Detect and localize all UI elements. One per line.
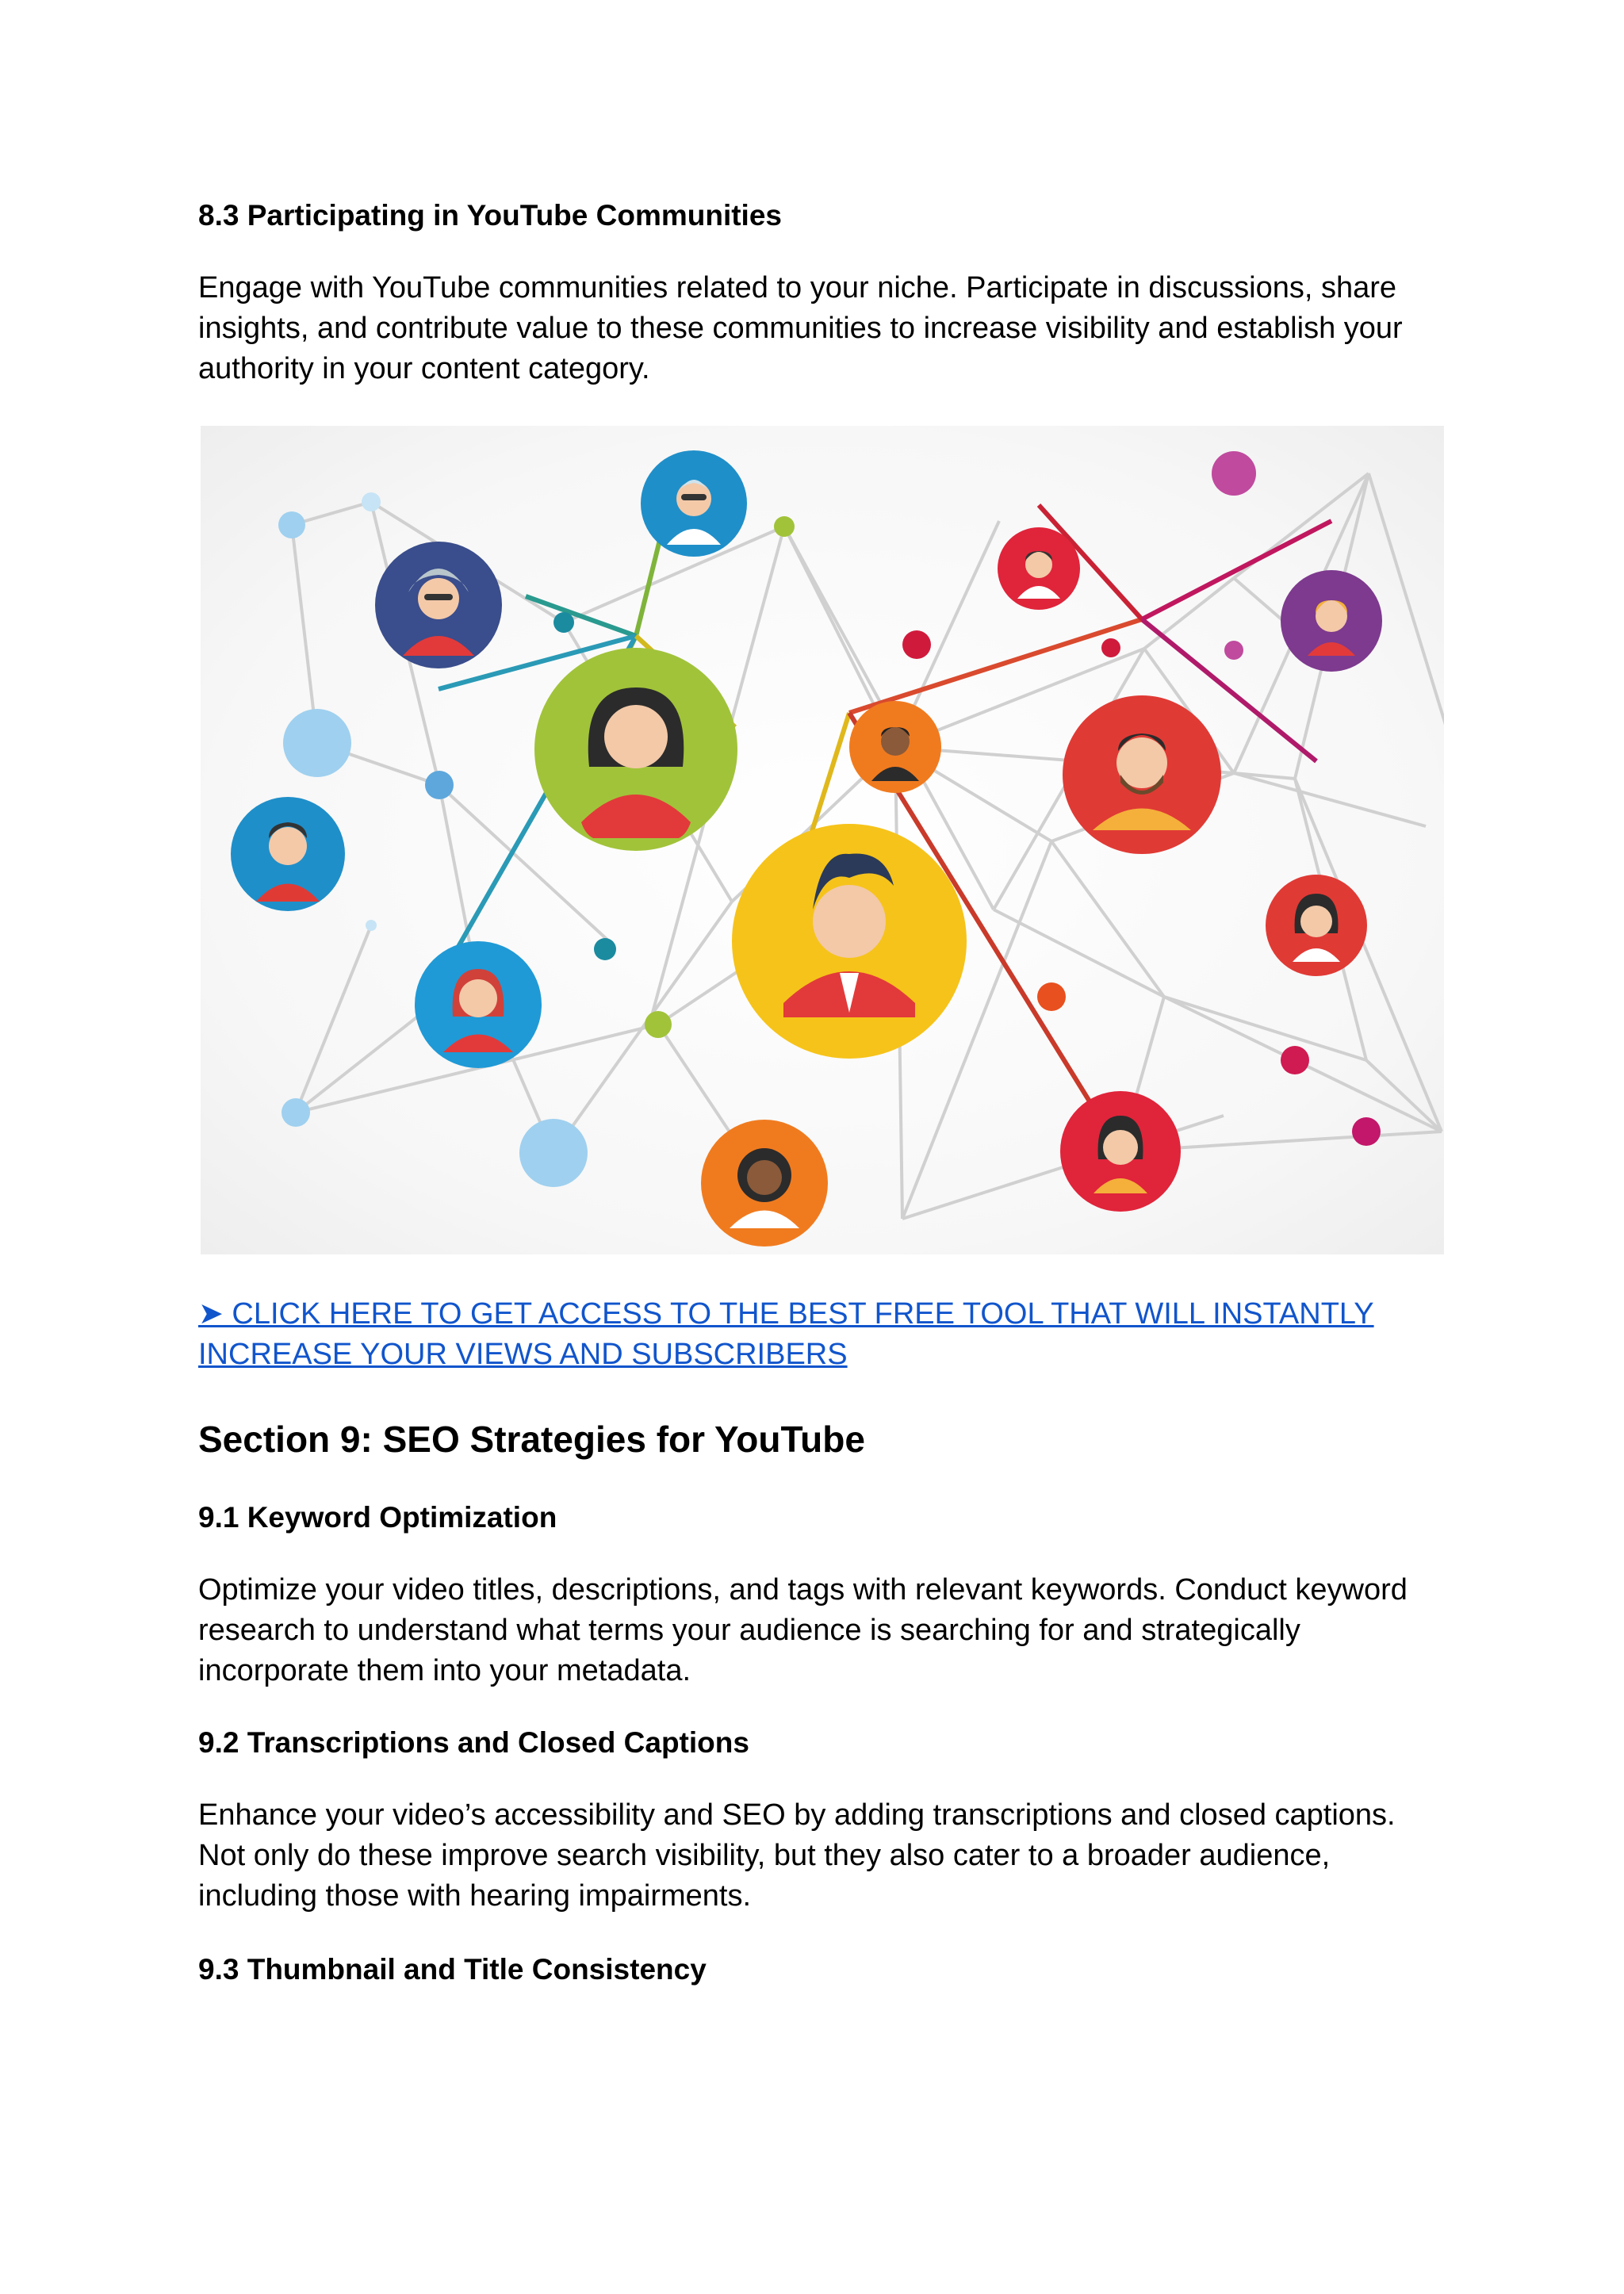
avatar-orange-man: [849, 701, 941, 793]
avatar-blue-woman: [415, 941, 542, 1068]
cta-link[interactable]: ➤ CLICK HERE TO GET ACCESS TO THE BEST FREE TOOL THAT WILL INSTANTLY INCREASE YOUR VIEWS AND SUBSCRIBERS: [198, 1297, 1374, 1371]
section-8-3-heading: 8.3 Participating in YouTube Communities: [198, 199, 782, 232]
avatar-purple-woman: [1281, 570, 1382, 672]
avatar-navy-woman: [375, 542, 502, 668]
section-9-1-body: Optimize your video titles, descriptions, and tags with relevant keywords. Conduct keyword research to understand what terms your audience is searching for and strategically incorporate them into your metadata.: [198, 1573, 1408, 1687]
section-8-3-body: Engage with YouTube communities related to your niche. Participate in discussions, share insights, and contribute value to these communities to increase visibility and establish your authority in your content category.: [198, 271, 1403, 385]
avatar-bottom-red-woman: [1060, 1091, 1181, 1212]
avatar-blue-person: [641, 450, 747, 557]
avatar-red-top-man: [998, 527, 1080, 610]
avatar-left-blue-man: [231, 797, 345, 911]
section-9-2-body: Enhance your video’s accessibility and SEO by adding transcriptions and closed captions. Not only do these improve search visibility, but they also cater to a broader audience, including those with hearing impairments.: [198, 1798, 1396, 1913]
avatar-green-woman: [534, 648, 737, 851]
section-9-2-heading: 9.2 Transcriptions and Closed Captions: [198, 1726, 749, 1759]
avatar-red-bearded-man: [1063, 695, 1221, 854]
section-9-title: Section 9: SEO Strategies for YouTube: [198, 1419, 865, 1460]
section-9-1-heading: 9.1 Keyword Optimization: [198, 1501, 557, 1534]
avatar-bottom-orange-woman: [701, 1120, 828, 1247]
network-graph: [201, 426, 1444, 1254]
avatar-right-red-woman: [1266, 875, 1367, 976]
social-network-illustration: [201, 426, 1444, 1254]
avatar-yellow-man: [732, 824, 967, 1059]
section-9-3-heading: 9.3 Thumbnail and Title Consistency: [198, 1953, 707, 1986]
